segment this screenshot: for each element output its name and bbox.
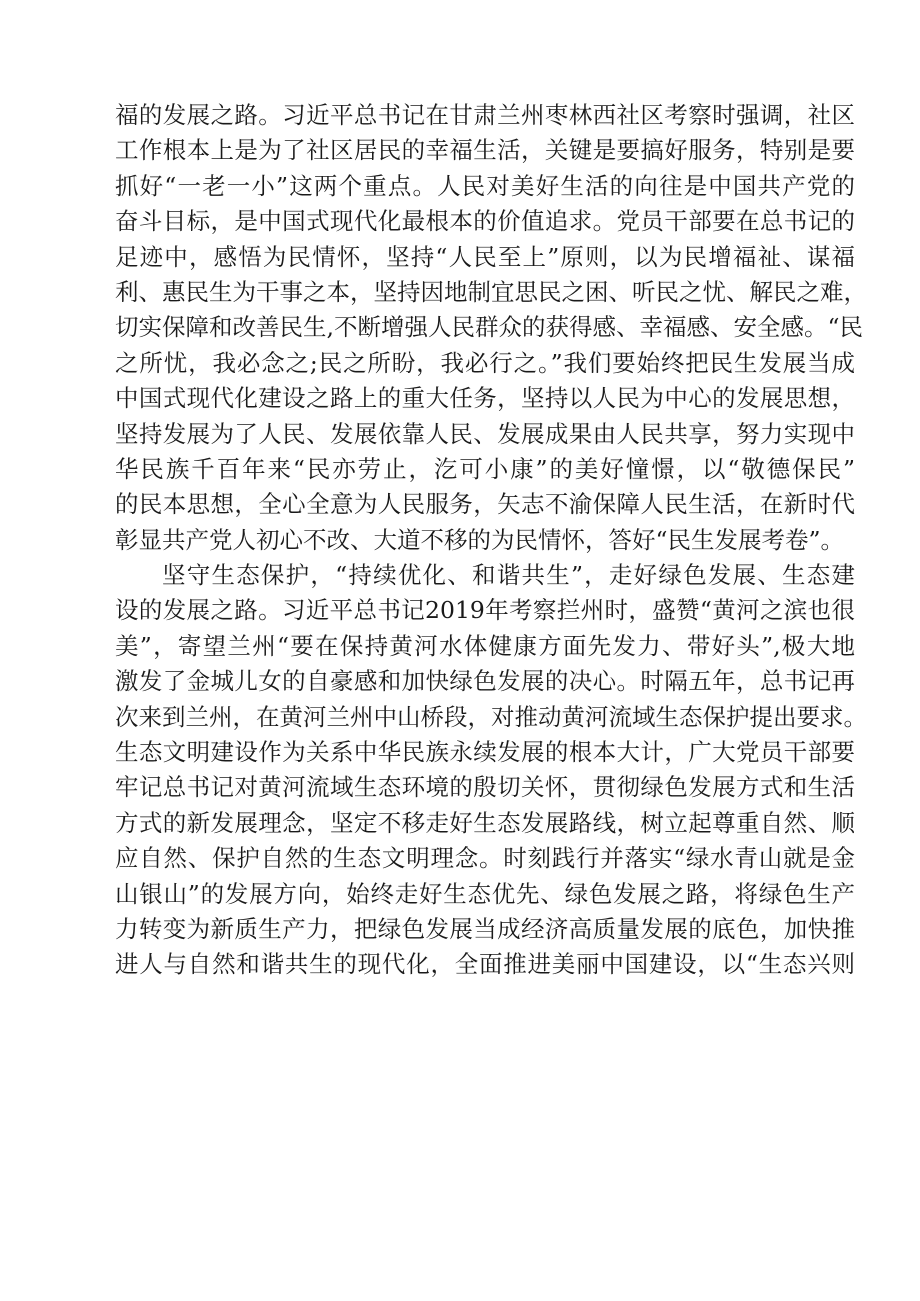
text-line: 奋斗目标，是中国式现代化最根本的价值追求。党员干部要在总书记的: [115, 207, 855, 236]
text-line: 牢记总书记对黄河流域生态环境的殷切关怀，贯彻绿色发展方式和生活: [115, 773, 855, 802]
text-line: 应自然、保护自然的生态文明理念。时刻践行并落实“绿水青山就是金: [115, 844, 855, 873]
text-line-paragraph-start: 坚守生态保护，“持续优化、和谐共生”，走好绿色发展、生态建: [162, 561, 855, 590]
text-line: 足迹中，感悟为民情怀，坚持“人民至上”原则，以为民增福祉、谋福: [115, 242, 855, 271]
body-text: [115, 98, 867, 983]
text-line: 次来到兰州，在黄河兰州中山桥段，对推动黄河流域生态保护提出要求。: [115, 702, 867, 731]
text-line: 方式的新发展理念，坚定不移走好生态发展路线，树立起尊重自然、顺: [115, 808, 855, 837]
text-line-paragraph-end: 彰显共产党人初心不改、大道不移的为民情怀，答好“民生发展考卷”。: [115, 525, 845, 554]
text-line: 华民族千百年来“民亦劳止，汔可小康”的美好憧憬，以“敬德保民”: [115, 454, 855, 483]
text-line: 福的发展之路。习近平总书记在甘肃兰州枣林西社区考察时强调，社区: [115, 101, 855, 129]
text-line: 进人与自然和谐共生的现代化，全面推进美丽中国建设，以“生态兴则: [115, 950, 855, 979]
text-line: 坚持发展为了人民、发展依靠人民、发展成果由人民共享，努力实现中: [115, 419, 855, 448]
text-line: 生态文明建设作为关系中华民族永续发展的根本大计，广大党员干部要: [115, 738, 855, 767]
text-line: 工作根本上是为了社区居民的幸福生活，关键是要搞好服务，特别是要: [115, 136, 855, 165]
text-line: 设的发展之路。习近平总书记2019年考察拦州时，盛赞“黄河之滨也很: [115, 596, 855, 625]
text-line: 的民本思想，全心全意为人民服务，矢志不渝保障人民生活，在新时代: [115, 490, 855, 519]
text-line: 之所忧，我必念之;民之所盼，我必行之。”我们要始终把民生发展当成: [115, 348, 855, 377]
text-line: 中国式现代化建设之路上的重大任务，坚持以人民为中心的发展思想，: [115, 384, 855, 413]
text-line: 切实保障和改善民生,不断增强人民群众的获得感、幸福感、安全感。“民: [115, 313, 863, 342]
text-line: 激发了金城儿女的自豪感和加快绿色发展的决心。时隔五年，总书记再: [115, 667, 855, 696]
text-line: 美”，寄望兰州“要在保持黄河水体健康方面先发力、带好头”,极大地: [115, 631, 855, 660]
text-line: 力转变为新质生产力，把绿色发展当成经济高质量发展的底色，加快推: [115, 914, 855, 943]
text-line: 利、惠民生为干事之本，坚持因地制宜思民之困、听民之忧、解民之难，: [115, 277, 867, 306]
text-line: 山银山”的发展方向，始终走好生态优先、绿色发展之路，将绿色生产: [115, 879, 855, 908]
text-line: 抓好“一老一小”这两个重点。人民对美好生活的向往是中国共产党的: [115, 171, 855, 200]
